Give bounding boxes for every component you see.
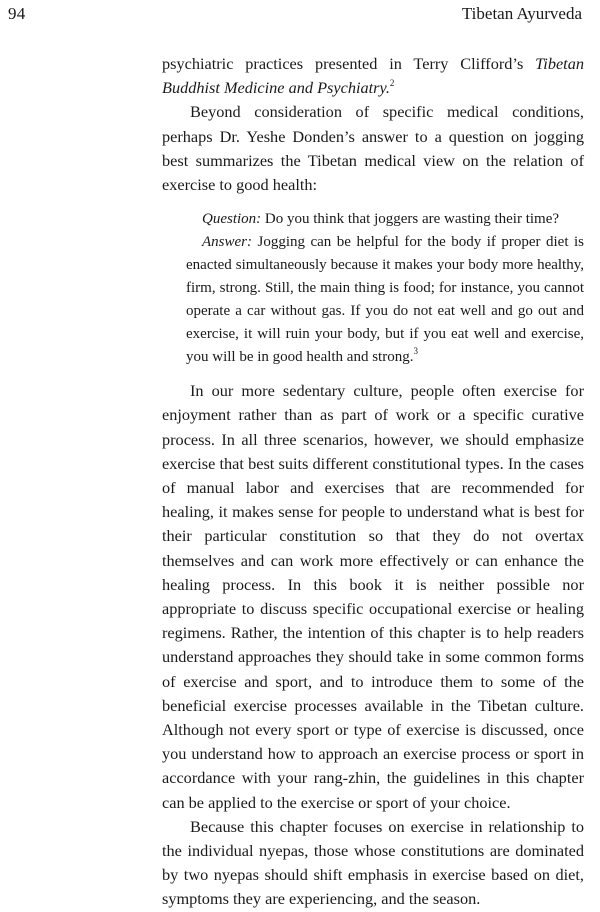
question-text: Do you think that joggers are wasting their time?	[261, 211, 560, 228]
paragraph-text: psychiatric practices presented in Terry Clifford’s	[162, 54, 536, 73]
footnote-marker: 2	[389, 78, 395, 89]
footnote-marker: 3	[413, 346, 418, 357]
quote-question	[186, 208, 584, 231]
paragraph: Because this chapter focuses on exercise in relationship to the individual nyepas, those whose constitutions are dominated by two nyepas should shift emphasis in exercise based on diet, symptoms they are experiencing, and the season.	[162, 816, 584, 909]
paragraph: In our more sedentary culture, people often exercise for enjoyment rather than as part of work or a specific curative process. In all three scenarios, however, we should emphasize exercise that best suits different constitutional types. In the cases of manual labor and exercises that are recommended for healing, it makes sense for people to understand what is best for their particular constitution so that they do not overtax themselves and can work more effectively or can enhance the healing process. In this book it is neither possible nor appropriate to discuss specific occupational exercise or healing regimens. Rather, the intention of this chapter is to help readers understand approaches they should take in some common forms of exercise and sport, and to introduce them to some of the beneficial exercise processes available in the Tibetan culture. Although not every sport or type of exercise is discussed, once you understand how to approach an exercise process or sport in accordance with your rang-zhin, the guidelines in this chapter can be applied to the exercise or sport of your choice.	[162, 381, 584, 812]
paragraph: Beyond consideration of specific medical conditions, perhaps Dr. Yeshe Donden’s answer to a question on jogging best summarizes the Tibetan medical view on the relation of exercise to good health:	[162, 102, 584, 195]
running-title: Tibetan Ayurveda	[461, 4, 582, 23]
answer-label: Answer:	[202, 234, 252, 251]
paragraph-continuation	[162, 52, 584, 100]
question-label: Question:	[202, 211, 262, 228]
book-title-citation: Tibetan Buddhist Medicine and Psychiatry.	[162, 54, 584, 98]
answer-text: Jogging can be helpful for the body if proper diet is enacted simultaneously because it makes your body more healthy, firm, strong. Still, the main thing is food; for instance, you cannot operate a car without gas. If you do not eat well and go out and exercise, it will ruin your body, but if you eat well and exercise, you will be in good health and strong.	[186, 234, 584, 366]
body-text	[162, 52, 584, 912]
block-quote	[186, 208, 584, 369]
page-number: 94	[8, 4, 26, 23]
quote-answer	[186, 231, 584, 369]
